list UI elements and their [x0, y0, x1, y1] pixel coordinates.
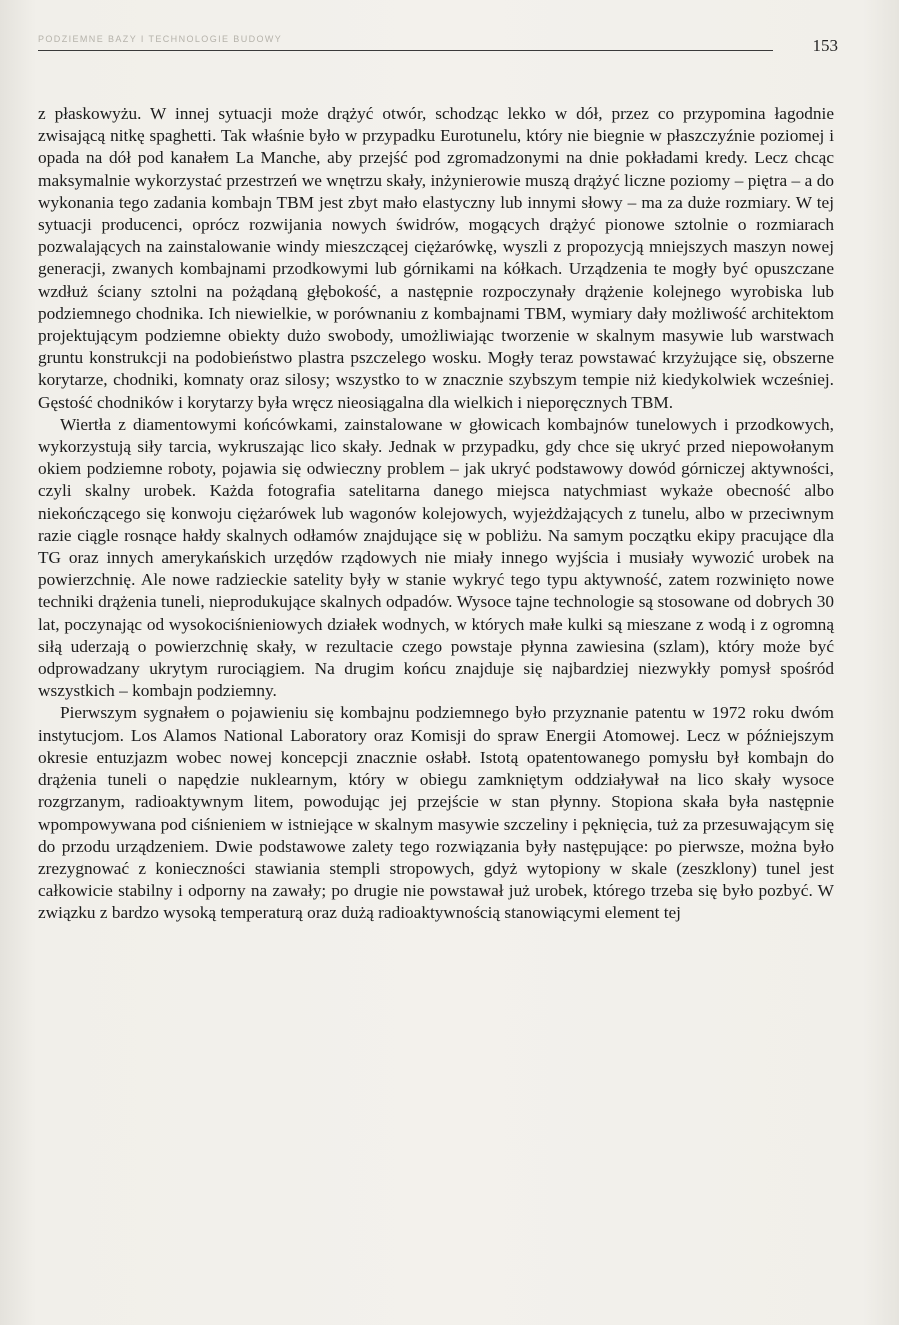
body-text: [38, 103, 834, 925]
running-head: PODZIEMNE BAZY I TECHNOLOGIE BUDOWY: [38, 34, 283, 44]
paragraph: Wiertła z diamentowymi końcówkami, zainstalowane w głowicach kombajnów tunelowych i przodkowych, wykorzystują siły tarcia, wykruszając lico skały. Jednak w przypadku, gdy chce się ukryć przed niepowołanym okiem podziemne roboty, pojawia się odwieczny problem – jak ukryć podstawowy dowód górniczej aktywności, czyli skalny urobek. Każda fotografia satelitarna danego miejsca natychmiast wykaże obecność albo niekończącego się konwoju ciężarówek lub wagonów kolejowych, wyjeżdżających z tunelu, albo w przeciwnym razie ciągle rosnące hałdy skalnych odłamów znajdujące się w pobliżu. Na samym początku ekipy pracujące dla TG oraz innych amerykańskich urzędów rządowych nie miały innego wyjścia i musiały wywozić urobek na powierzchnię. Ale nowe radzieckie satelity były w stanie wykryć tego typu aktywność, zatem rozwinięto nowe techniki drążenia tuneli, nieprodukujące skalnych odpadów. Wysoce tajne technologie są stosowane od dobrych 30 lat, poczynając od wysokociśnieniowych działek wodnych, w których małe kulki są mieszane z wodą i z ogromną siłą uderzają o powierzchnię skały, w rezultacie czego powstaje płynna zawiesina (szlam), który może być odprowadzany ukrytym rurociągiem. Na drugim końcu znajduje się najbardziej niezwykły pomysł spośród wszystkich – kombajn podziemny.: [38, 414, 834, 701]
paragraph: z płaskowyżu. W innej sytuacji może drążyć otwór, schodząc lekko w dół, przez co przypomina łagodnie zwisającą nitkę spaghetti. Tak właśnie było w przypadku Eurotunelu, który nie biegnie w płaszczyźnie poziomej i opada na dół pod kanałem La Manche, aby przejść pod zgromadzonymi na dnie pokładami kredy. Lecz chcąc maksymalnie wykorzystać przestrzeń we wnętrzu skały, inżynierowie muszą drążyć liczne poziomy – piętra – a do wykonania tego zadania kombajn TBM jest zbyt mało elastyczny lub innymi słowy – ma za duże rozmiary. W tej sytuacji producenci, oprócz rozwijania nowych świdrów, mogących drążyć pionowe sztolnie o rozmiarach pozwalających na zainstalowanie windy mieszczącej ciężarówkę, wyszli z propozycją mniejszych maszyn nowej generacji, zwanych kombajnami przodkowymi lub górnikami na kółkach. Urządzenia te mogły być opuszczane wzdłuż ściany sztolni na pożądaną głębokość, a następnie rozpoczynały drążenie kolejnego wyrobiska lub podziemnego chodnika. Ich niewielkie, w porównaniu z kombajnami TBM, wymiary dały możliwość architektom projektującym podziemne obiekty dużo swobody, umożliwiając tworzenie w skalnym masywie lub warstwach gruntu konstrukcji na podobieństwo plastra pszczelego wosku. Mogły teraz powstawać krzyżujące się, obszerne korytarze, chodniki, komnaty oraz silosy; wszystko to w znacznie szybszym tempie niż kiedykolwiek wcześniej. Gęstość chodników i korytarzy była wręcz nieosiągalna dla wielkich i nieporęcznych TBM.: [38, 104, 834, 412]
paragraph: Pierwszym sygnałem o pojawieniu się kombajnu podziemnego było przyznanie patentu w 1972 roku dwóm instytucjom. Los Alamos National Laboratory oraz Komisji do spraw Energii Atomowej. Lecz w późniejszym okresie entuzjazm wobec nowej koncepcji znacznie osłabł. Istotą opatentowanego pomysłu był kombajn do drążenia tuneli o napędzie nuklearnym, który w obiegu zamkniętym oddziaływał na lico skały wysoce rozgrzanym, radioaktywnym litem, powodując jej przejście w stan płynny. Stopiona skała była następnie wpompowywana pod ciśnieniem w istniejące w skalnym masywie szczeliny i pęknięcia, tuż za przesuwającym się do przodu urządzeniem. Dwie podstawowe zalety tego rozwiązania były następujące: po pierwsze, można było zrezygnować z konieczności stawiania stempli stropowych, gdyż wytopiony w skale (zeszklony) tunel jest całkowicie stabilny i odporny na zawały; po drugie nie powstawał już urobek, którego trzeba się było pozbyć. W związku z bardzo wysoką temperaturą oraz dużą radioaktywnością stanowiącymi element tej: [38, 703, 834, 923]
page-header: [38, 34, 838, 58]
page-number: 153: [812, 36, 838, 55]
header-rule: [38, 50, 773, 51]
